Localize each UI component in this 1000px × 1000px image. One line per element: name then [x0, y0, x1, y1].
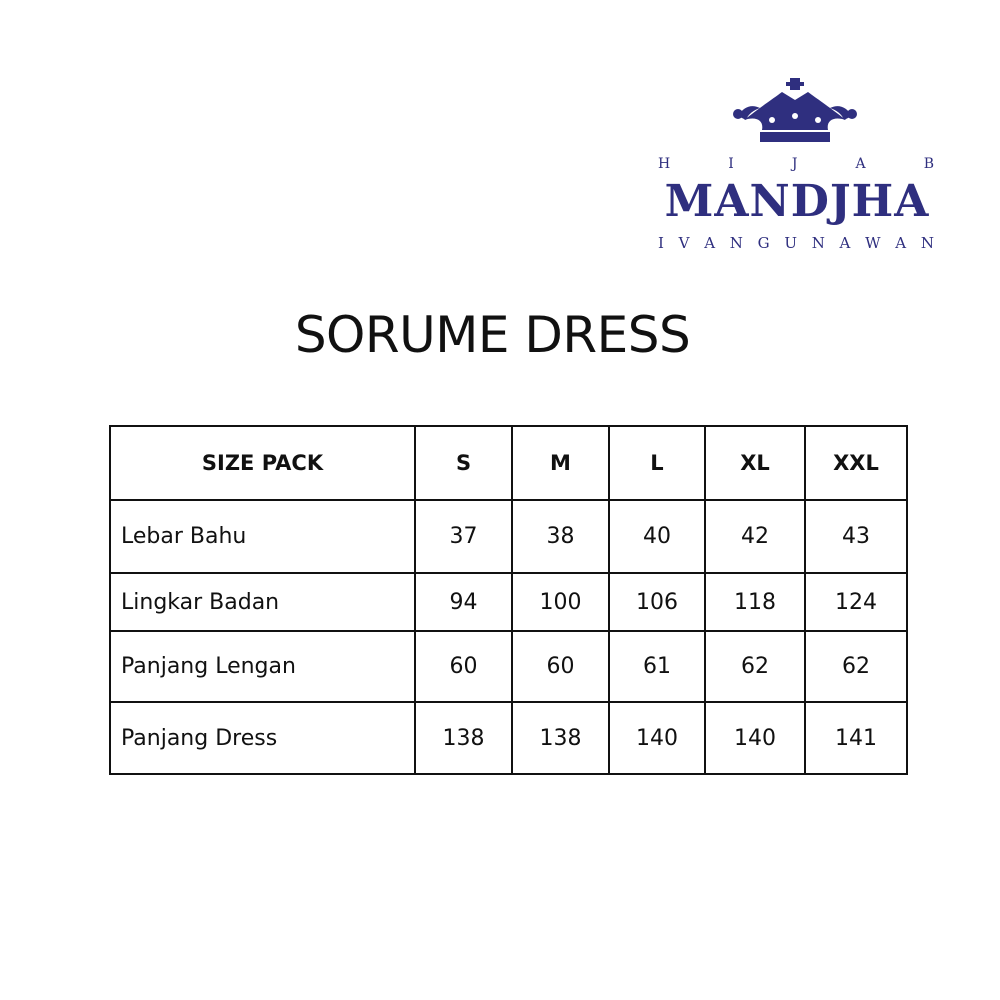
table-cell: 140 [609, 702, 705, 774]
logo-brand-name: MANDJHA [664, 176, 930, 227]
table-cell: 38 [512, 500, 609, 573]
size-chart-table [109, 425, 908, 775]
logo-letter: I [728, 156, 736, 172]
brand-logo [640, 76, 950, 256]
logo-letter: B [923, 156, 936, 172]
table-cell: 141 [805, 702, 907, 774]
table-cell: 62 [705, 631, 805, 702]
logo-letter: N [920, 234, 936, 252]
header-size-m: M [512, 426, 609, 500]
table-cell: 60 [512, 631, 609, 702]
table-cell: 61 [609, 631, 705, 702]
table-cell: 42 [705, 500, 805, 573]
logo-letter: A [855, 156, 868, 172]
logo-top-line [658, 156, 936, 172]
table-row [110, 631, 907, 702]
header-size-s: S [415, 426, 512, 500]
table-cell: 138 [415, 702, 512, 774]
table-row [110, 702, 907, 774]
table-cell: 106 [609, 573, 705, 631]
table-cell: 140 [705, 702, 805, 774]
table-cell: 60 [415, 631, 512, 702]
row-label: Lingkar Badan [110, 573, 415, 631]
table-cell: 118 [705, 573, 805, 631]
logo-letter: J [791, 156, 800, 172]
logo-letter: A [839, 234, 853, 252]
row-label: Panjang Lengan [110, 631, 415, 702]
logo-letter: U [784, 234, 799, 252]
table-cell: 37 [415, 500, 512, 573]
header-size-l: L [609, 426, 705, 500]
table-row [110, 500, 907, 573]
table-cell: 94 [415, 573, 512, 631]
header-size-xl: XL [705, 426, 805, 500]
table-row [110, 573, 907, 631]
table-cell: 40 [609, 500, 705, 573]
logo-bottom-line [658, 234, 936, 252]
logo-letter: A [704, 234, 718, 252]
table-cell: 62 [805, 631, 907, 702]
row-label: Lebar Bahu [110, 500, 415, 573]
table-cell: 43 [805, 500, 907, 573]
logo-letter: I [658, 234, 666, 252]
table-cell: 138 [512, 702, 609, 774]
crown-icon [730, 76, 860, 144]
page-title: SORUME DRESS [294, 306, 691, 364]
row-label: Panjang Dress [110, 702, 415, 774]
logo-letter: W [865, 234, 883, 252]
logo-letter: N [729, 234, 745, 252]
header-size-xxl: XXL [805, 426, 907, 500]
logo-letter: A [895, 234, 909, 252]
table-cell: 100 [512, 573, 609, 631]
header-size-pack: SIZE PACK [110, 426, 415, 500]
table-cell: 124 [805, 573, 907, 631]
logo-letter: V [678, 234, 692, 252]
logo-letter: H [658, 156, 673, 172]
logo-letter: G [757, 234, 772, 252]
table-header-row [110, 426, 907, 500]
logo-letter: N [811, 234, 827, 252]
